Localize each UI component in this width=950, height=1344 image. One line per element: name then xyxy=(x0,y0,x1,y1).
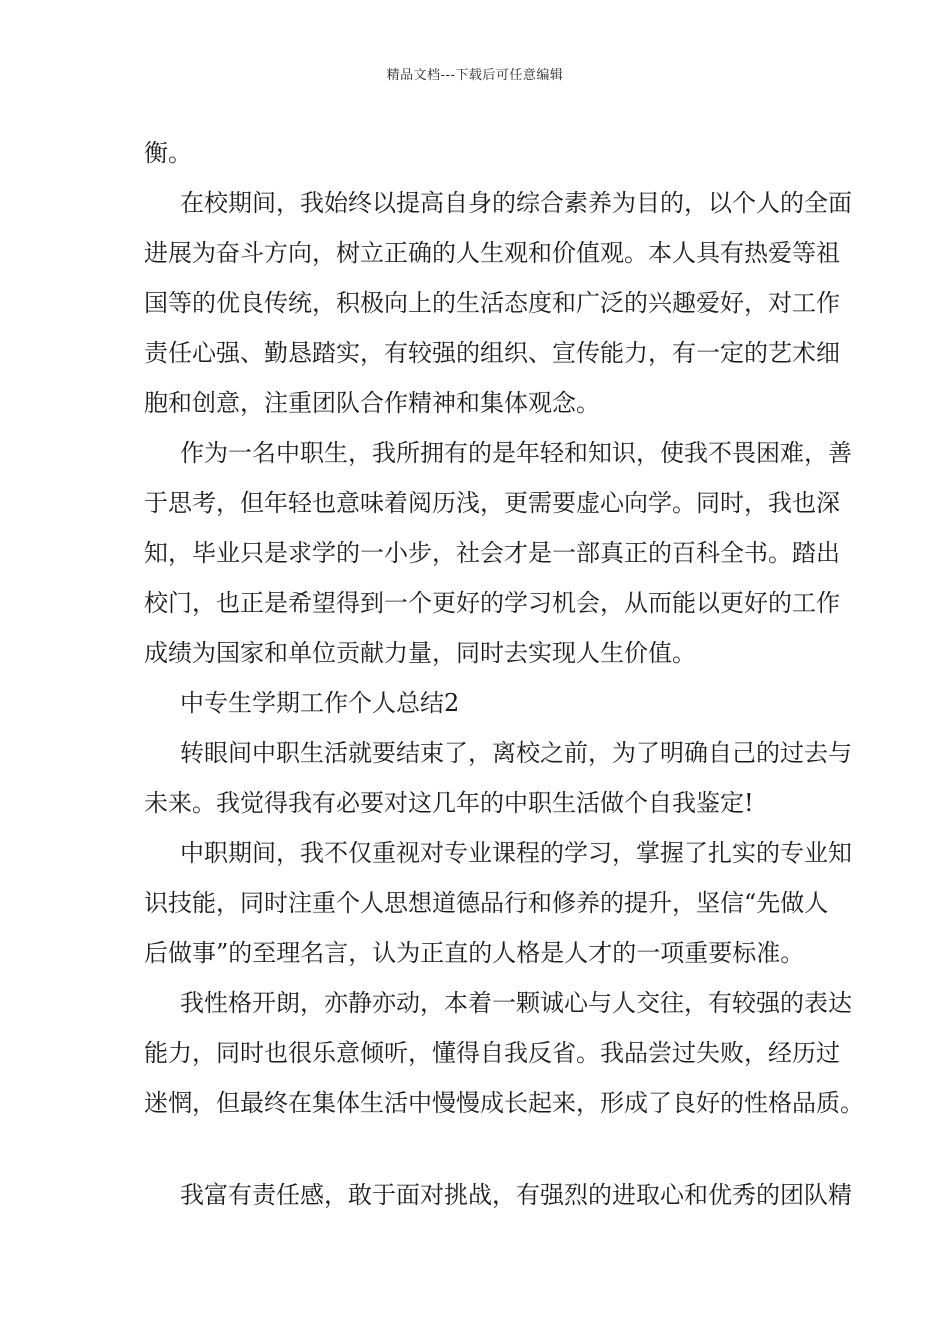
text-line: 在校期间，我始终以提高自身的综合素养为目的，以个人的全面 xyxy=(180,189,852,217)
text-line: 国等的优良传统，积极向上的生活态度和广泛的兴趣爱好，对工作 xyxy=(144,289,840,317)
paragraph-vocational-student xyxy=(144,428,852,678)
text-line: 转眼间中职生活就要结束了，离校之前，为了明确自己的过去与 xyxy=(180,739,852,767)
paragraph-study xyxy=(144,828,852,978)
paragraph-responsibility xyxy=(144,1170,852,1220)
text-line: 我富有责任感，敢于面对挑战，有强烈的进取心和优秀的团队精 xyxy=(180,1181,852,1209)
paragraph-school-period xyxy=(144,178,852,428)
page-header: 精品文档---下载后可任意编辑 xyxy=(386,68,564,83)
paragraph-personality xyxy=(144,978,864,1128)
section-heading xyxy=(144,678,814,728)
text-line: 后做事”的至理名言，认为正直的人格是人才的一项重要标准。 xyxy=(144,939,805,967)
heading-text: 中专生学期工作个人总结2 xyxy=(180,689,460,717)
text-line: 校门，也正是希望得到一个更好的学习机会，从而能以更好的工作 xyxy=(144,589,840,617)
paragraph-continuation xyxy=(144,128,814,178)
text-line: 责任心强、勤恳踏实，有较强的组织、宣传能力，有一定的艺术细 xyxy=(144,339,840,367)
text-line: 识技能，同时注重个人思想道德品行和修养的提升，坚信“先做人 xyxy=(144,889,829,917)
text-line: 胞和创意，注重团队合作精神和集体观念。 xyxy=(144,389,600,417)
text-line: 我性格开朗，亦静亦动，本着一颗诚心与人交往，有较强的表达 xyxy=(180,989,852,1017)
paragraph-graduation xyxy=(144,728,852,828)
spacer xyxy=(144,1128,814,1170)
text-line: 中职期间，我不仅重视对专业课程的学习，掌握了扎实的专业知 xyxy=(180,839,852,867)
text-line: 未来。我觉得我有必要对这几年的中职生活做个自我鉴定! xyxy=(144,789,754,817)
document-body xyxy=(144,128,864,1220)
text-line: 能力，同时也很乐意倾听，懂得自我反省。我品尝过失败，经历过 xyxy=(144,1039,840,1067)
text-line: 于思考，但年轻也意味着阅历浅，更需要虚心向学。同时，我也深 xyxy=(144,489,840,517)
text-line: 进展为奋斗方向，树立正确的人生观和价值观。本人具有热爱等祖 xyxy=(144,239,840,267)
text-line: 知，毕业只是求学的一小步，社会才是一部真正的百科全书。踏出 xyxy=(144,539,840,567)
text-line: 迷惘，但最终在集体生活中慢慢成长起来，形成了良好的性格品质。 xyxy=(144,1089,864,1117)
text-line: 衡。 xyxy=(144,139,192,167)
text-line: 成绩为国家和单位贡献力量，同时去实现人生价值。 xyxy=(144,639,696,667)
text-line: 作为一名中职生，我所拥有的是年轻和知识，使我不畏困难，善 xyxy=(180,439,852,467)
